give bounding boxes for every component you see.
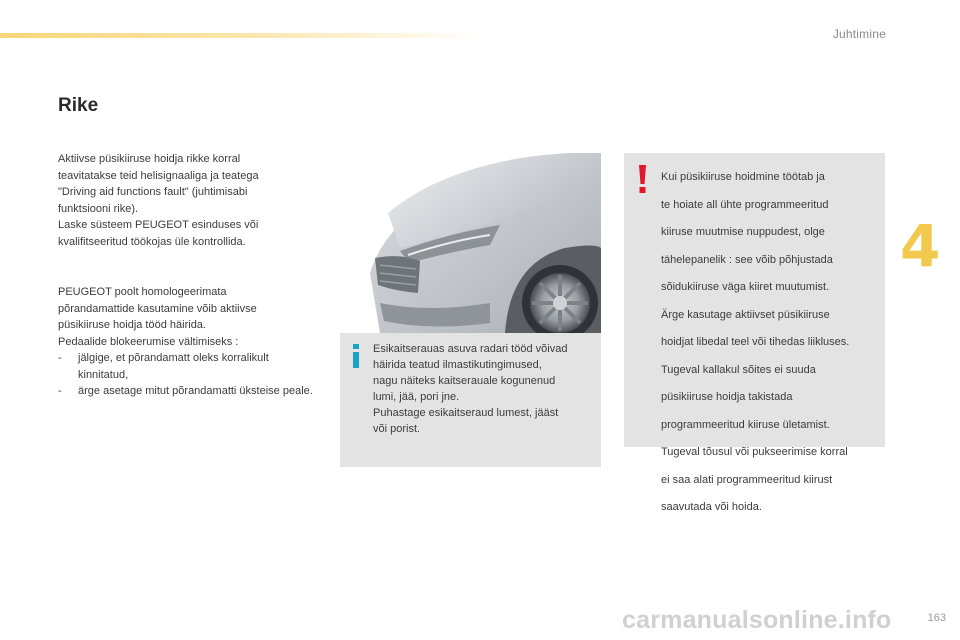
chapter-number: 4 — [900, 212, 941, 280]
text-line: ei saa alati programmeeritud kiirust — [661, 473, 833, 486]
text-line: püsikiiruse hoidja tööd häirida. — [58, 319, 206, 331]
bullet-dash: - — [58, 352, 62, 364]
text-line: Kui püsikiiruse hoidmine töötab ja — [661, 171, 825, 183]
bullet-text: ärge asetage mitut põrandamatti üksteise peale. — [78, 385, 313, 397]
warning-text — [661, 158, 881, 527]
text-line: häirida teatud ilmastikutingimused, — [373, 359, 542, 371]
info-box — [340, 333, 601, 467]
warning-box — [624, 153, 885, 513]
floor-mat-paragraph — [58, 284, 320, 400]
text-line: tähelepanelik : see võib põhjustada — [661, 253, 833, 266]
text-line: püsikiiruse hoidja takistada — [661, 391, 793, 403]
watermark: carmanualsonline.info — [622, 606, 892, 634]
car-front-image — [340, 153, 601, 333]
text-line: lumi, jää, pori jne. — [373, 391, 460, 403]
text-line: funktsiooni rike). — [58, 202, 139, 215]
text-line: Tugeval kallakul sõites ei suuda — [661, 363, 816, 376]
header-accent-bar — [0, 33, 480, 38]
bullet-dash: - — [58, 385, 62, 397]
bullet-text: jälgige, et põrandamatt oleks korralikult kinnitatud, — [78, 352, 269, 381]
bullet-item — [58, 383, 320, 400]
text-line: Ärge kasutage aktiivset püsikiiruse — [661, 308, 830, 321]
text-line: Aktiivse püsikiiruse hoidja rikke korral — [58, 153, 241, 165]
exclamation-icon — [638, 165, 647, 193]
fault-paragraph — [58, 151, 318, 250]
text-line: hoidjat libedal teel või tihedas liikluses. — [661, 336, 850, 348]
text-line: Esikaitserauas asuva radari tööd võivad — [373, 343, 568, 355]
text-line: või porist. — [373, 423, 421, 435]
text-line: programmeeritud kiiruse ületamist. — [661, 418, 830, 431]
text-line: PEUGEOT poolt homologeerimata — [58, 286, 227, 298]
text-line: kvalifitseeritud töökojas üle kontrollida. — [58, 235, 246, 248]
text-line: sõidukiiruse väga kiiret muutumist. — [661, 281, 830, 293]
text-line: "Driving aid functions fault" (juhtimisabi — [58, 186, 248, 198]
page-number: 163 — [927, 612, 946, 624]
section-header: Juhtimine — [832, 27, 886, 41]
text-line: Puhastage esikaitseraud lumest, jääst — [373, 407, 559, 419]
info-text — [373, 341, 595, 437]
text-line: Pedaalide blokeerumise vältimiseks : — [58, 335, 239, 348]
text-line: Tugeval tõusul või pukseerimise korral — [661, 446, 848, 458]
text-line: Laske süsteem PEUGEOT esinduses või — [58, 219, 259, 231]
text-line: te hoiate all ühte programmeeritud — [661, 198, 829, 211]
text-line: teavitatakse teid helisignaaliga ja teatega — [58, 169, 259, 182]
text-line: põrandamattide kasutamine võib aktiivse — [58, 302, 257, 315]
info-icon — [351, 344, 361, 368]
bullet-item — [58, 350, 320, 383]
text-line: kiiruse muutmise nuppudest, olge — [661, 226, 825, 238]
text-line: nagu näiteks kaitserauale kogunenud — [373, 375, 556, 387]
text-line: saavutada või hoida. — [661, 501, 762, 513]
page-title: Rike — [58, 95, 99, 116]
